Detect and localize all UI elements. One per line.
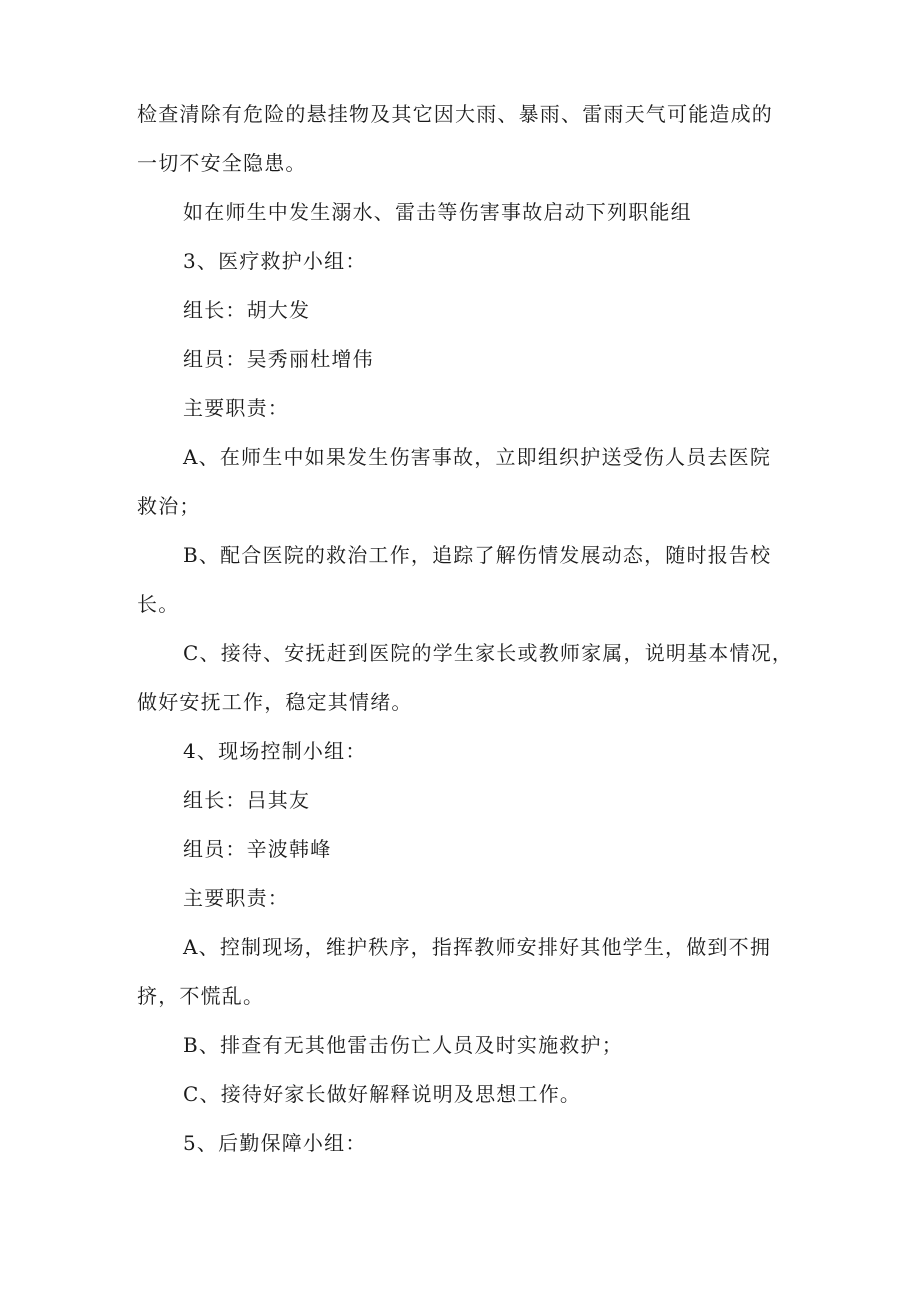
duty-item-line: B、配合医院的救治工作，追踪了解伤情发展动态，随时报告校 (183, 543, 772, 567)
duty-item-line: 长。 (137, 592, 180, 616)
duty-item-line: 挤，不慌乱。 (137, 984, 265, 1008)
paragraph-line: 检查清除有危险的悬挂物及其它因大雨、暴雨、雷雨天气可能造成的 (137, 102, 773, 126)
section-heading-scene: 4、现场控制小组： (183, 739, 367, 763)
paragraph-line: 一切不安全隐患。 (137, 151, 307, 175)
duty-item-line: 救治； (137, 494, 201, 518)
duty-item-line: C、接待、安抚赶到医院的学生家长或教师家属，说明基本情况， (183, 641, 794, 665)
section-heading-medical: 3、医疗救护小组： (183, 249, 367, 273)
duty-item-line: C、接待好家长做好解释说明及思想工作。 (183, 1082, 582, 1106)
group-leader-line: 组长：吕其友 (183, 788, 311, 812)
group-members-line: 组员：吴秀丽杜增伟 (183, 347, 374, 371)
paragraph-line: 如在师生中发生溺水、雷击等伤害事故启动下列职能组 (183, 200, 692, 224)
duties-label: 主要职责： (183, 396, 289, 420)
duty-item-line: A、在师生中如果发生伤害事故，立即组织护送受伤人员去医院 (183, 445, 772, 469)
group-members-line: 组员：辛波韩峰 (183, 837, 332, 861)
duty-item-line: 做好安抚工作，稳定其情绪。 (137, 690, 413, 714)
group-leader-line: 组长：胡大发 (183, 298, 311, 322)
duties-label: 主要职责： (183, 886, 289, 910)
section-heading-logistics: 5、后勤保障小组： (183, 1131, 367, 1155)
duty-item-line: B、排查有无其他雷击伤亡人员及时实施救护； (183, 1033, 623, 1057)
duty-item-line: A、控制现场，维护秩序，指挥教师安排好其他学生，做到不拥 (183, 935, 772, 959)
